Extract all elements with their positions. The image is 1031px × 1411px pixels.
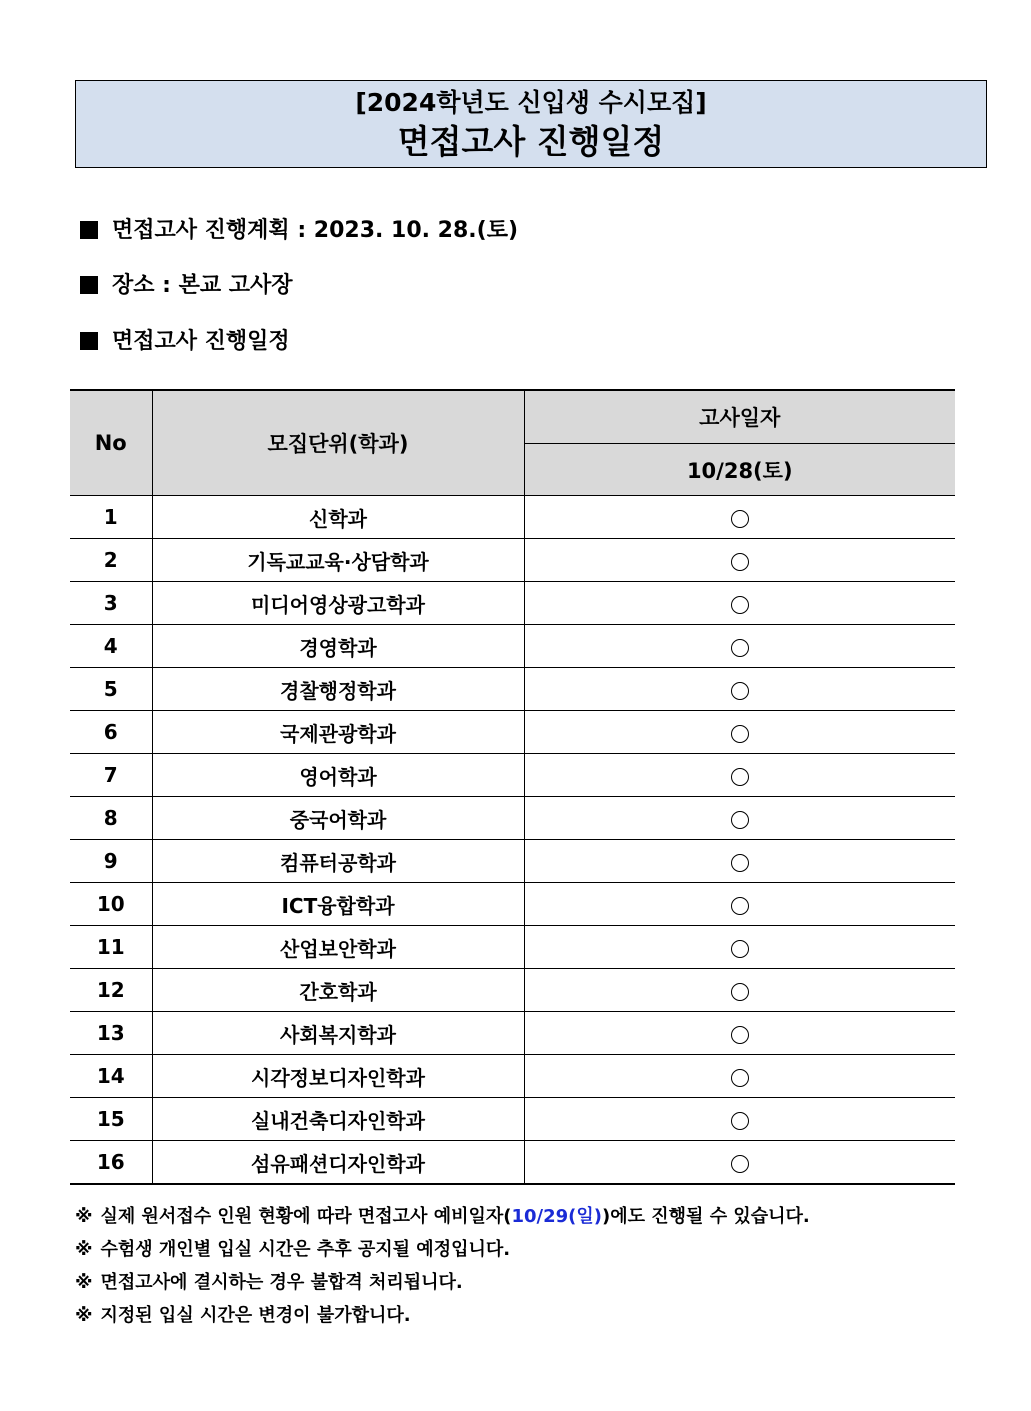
row-department: 국제관광학과 <box>152 711 524 754</box>
notes <box>75 1203 810 1335</box>
square-bullet-icon <box>80 276 98 294</box>
row-number: 15 <box>70 1098 152 1141</box>
table-row <box>70 969 955 1012</box>
header-no: No <box>70 390 152 496</box>
circle-mark-icon <box>731 682 749 700</box>
table-row <box>70 1098 955 1141</box>
row-number: 3 <box>70 582 152 625</box>
square-bullet-icon <box>80 332 98 350</box>
note-4-text: 지정된 입실 시간은 변경이 불가합니다. <box>100 1305 411 1326</box>
circle-mark-icon <box>731 1026 749 1044</box>
row-exam-mark <box>524 797 955 840</box>
table-row <box>70 840 955 883</box>
row-department: 컴퓨터공학과 <box>152 840 524 883</box>
table-row <box>70 1012 955 1055</box>
table-row <box>70 754 955 797</box>
title-box <box>75 80 987 168</box>
row-department: 중국어학과 <box>152 797 524 840</box>
row-department: 간호학과 <box>152 969 524 1012</box>
row-department: 경영학과 <box>152 625 524 668</box>
row-number: 1 <box>70 496 152 539</box>
title-subtitle: [2024학년도 신입생 수시모집] <box>355 88 707 117</box>
row-exam-mark <box>524 840 955 883</box>
header-exam-date: 고사일자 <box>524 390 955 444</box>
note-4 <box>75 1302 810 1335</box>
row-number: 13 <box>70 1012 152 1055</box>
circle-mark-icon <box>731 1069 749 1087</box>
row-exam-mark <box>524 668 955 711</box>
info-text: 장소 : 본교 고사장 <box>112 273 293 298</box>
row-department: 시각정보디자인학과 <box>152 1055 524 1098</box>
row-department: 영어학과 <box>152 754 524 797</box>
table-row <box>70 582 955 625</box>
row-department: 산업보안학과 <box>152 926 524 969</box>
row-department: 사회복지학과 <box>152 1012 524 1055</box>
table-row <box>70 668 955 711</box>
info-schedule-heading <box>80 327 290 357</box>
row-exam-mark <box>524 1055 955 1098</box>
circle-mark-icon <box>731 983 749 1001</box>
square-bullet-icon <box>80 221 98 239</box>
row-number: 5 <box>70 668 152 711</box>
row-number: 8 <box>70 797 152 840</box>
row-exam-mark <box>524 625 955 668</box>
info-location <box>80 271 293 301</box>
note-mark: ※ <box>75 1239 93 1260</box>
row-exam-mark <box>524 754 955 797</box>
schedule-table-body <box>70 496 955 1185</box>
table-row <box>70 797 955 840</box>
note-3 <box>75 1269 810 1302</box>
row-department: ICT융합학과 <box>152 883 524 926</box>
row-number: 7 <box>70 754 152 797</box>
circle-mark-icon <box>731 553 749 571</box>
note-mark: ※ <box>75 1305 93 1326</box>
note-2-text: 수험생 개인별 입실 시간은 추후 공지될 예정입니다. <box>100 1239 511 1260</box>
circle-mark-icon <box>731 940 749 958</box>
circle-mark-icon <box>731 897 749 915</box>
row-number: 16 <box>70 1141 152 1185</box>
row-exam-mark <box>524 539 955 582</box>
table-row <box>70 883 955 926</box>
row-number: 9 <box>70 840 152 883</box>
table-row <box>70 711 955 754</box>
info-text: 면접고사 진행계획 : 2023. 10. 28.(토) <box>112 218 519 243</box>
note-1-tail: )에도 진행될 수 있습니다. <box>602 1206 810 1227</box>
row-number: 2 <box>70 539 152 582</box>
table-row <box>70 539 955 582</box>
header-date: 10/28(토) <box>524 444 955 496</box>
row-exam-mark <box>524 582 955 625</box>
circle-mark-icon <box>731 639 749 657</box>
row-department: 실내건축디자인학과 <box>152 1098 524 1141</box>
row-department: 신학과 <box>152 496 524 539</box>
circle-mark-icon <box>731 811 749 829</box>
note-mark: ※ <box>75 1206 93 1227</box>
circle-mark-icon <box>731 510 749 528</box>
row-number: 11 <box>70 926 152 969</box>
row-department: 미디어영상광고학과 <box>152 582 524 625</box>
circle-mark-icon <box>731 854 749 872</box>
row-number: 6 <box>70 711 152 754</box>
row-exam-mark <box>524 1012 955 1055</box>
row-number: 10 <box>70 883 152 926</box>
info-text: 면접고사 진행일정 <box>112 329 290 354</box>
row-exam-mark <box>524 711 955 754</box>
note-1-highlight: 10/29(일) <box>511 1206 602 1227</box>
note-1-text: 실제 원서접수 인원 현황에 따라 면접고사 예비일자( <box>100 1206 512 1227</box>
note-1 <box>75 1203 810 1236</box>
table-row <box>70 496 955 539</box>
circle-mark-icon <box>731 768 749 786</box>
row-number: 14 <box>70 1055 152 1098</box>
row-number: 4 <box>70 625 152 668</box>
row-exam-mark <box>524 969 955 1012</box>
note-2 <box>75 1236 810 1269</box>
row-exam-mark <box>524 1141 955 1185</box>
circle-mark-icon <box>731 1155 749 1173</box>
note-3-text: 면접고사에 결시하는 경우 불합격 처리됩니다. <box>100 1272 463 1293</box>
row-exam-mark <box>524 926 955 969</box>
table-row <box>70 1141 955 1185</box>
row-department: 섬유패션디자인학과 <box>152 1141 524 1185</box>
row-department: 경찰행정학과 <box>152 668 524 711</box>
page-title: 면접고사 진행일정 <box>397 122 665 161</box>
info-schedule-plan <box>80 216 518 246</box>
row-department: 기독교교육·상담학과 <box>152 539 524 582</box>
schedule-table <box>70 389 955 1185</box>
circle-mark-icon <box>731 1112 749 1130</box>
circle-mark-icon <box>731 596 749 614</box>
row-exam-mark <box>524 496 955 539</box>
header-unit: 모집단위(학과) <box>152 390 524 496</box>
table-row <box>70 625 955 668</box>
row-exam-mark <box>524 883 955 926</box>
circle-mark-icon <box>731 725 749 743</box>
note-mark: ※ <box>75 1272 93 1293</box>
row-exam-mark <box>524 1098 955 1141</box>
row-number: 12 <box>70 969 152 1012</box>
table-row <box>70 1055 955 1098</box>
table-row <box>70 926 955 969</box>
